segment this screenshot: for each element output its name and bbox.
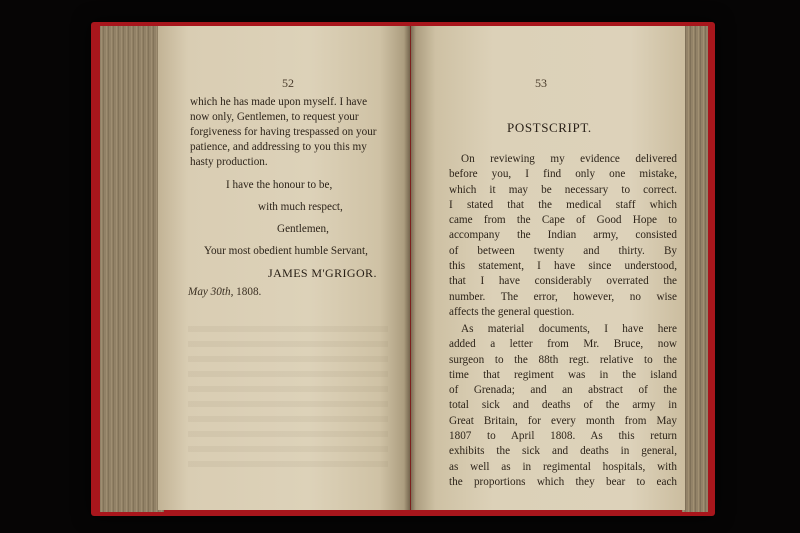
text-line: exhibits the sick and deaths in general, [449, 445, 677, 458]
text-line: which he has made upon myself. I have [190, 96, 368, 108]
text-line: now only, Gentlemen, to request your [190, 111, 359, 123]
closing-honour: I have the honour to be, [226, 179, 333, 191]
page-number-left: 52 [282, 76, 294, 90]
text-line: time that regiment was in the island [449, 368, 677, 381]
page-edges-left [100, 26, 164, 512]
text-line: patience, and addressing to you this my [190, 141, 367, 153]
text-line: Great Britain, for every month from May [449, 414, 677, 427]
text-line: as well as in regimental hospitals, with [449, 460, 677, 473]
text-line: added a letter from Mr. Bruce, now [449, 338, 677, 351]
page-edges-right [682, 26, 708, 512]
text-line: 1807 to April 1808. As this return [449, 430, 677, 443]
book-gutter [404, 26, 416, 510]
right-page [411, 26, 685, 510]
text-line: the proportions which they bear to each [449, 475, 677, 488]
text-line: this statement, I have since understood, [449, 260, 677, 273]
signature: JAMES M'GRIGOR. [268, 266, 377, 280]
page-number-right: 53 [535, 76, 547, 90]
date-year: 1808. [236, 286, 262, 298]
date-italic: May 30th, [188, 286, 234, 298]
text-line: affects the general question. [449, 305, 575, 318]
bleed-through-texture [188, 326, 388, 476]
text-line: forgiveness for having trespassed on your [190, 126, 377, 138]
text-line: of between twenty and thirty. By [449, 244, 677, 257]
text-line: total sick and deaths of the army in [449, 399, 677, 412]
postscript-heading: POSTSCRIPT. [507, 120, 592, 135]
text-line: accompany the Indian army, consisted [449, 229, 677, 242]
closing-gentlemen: Gentlemen, [277, 223, 329, 235]
closing-servant: Your most obedient humble Servant, [204, 245, 368, 257]
text-line: hasty production. [190, 156, 268, 168]
left-page [158, 26, 410, 510]
closing-respect: with much respect, [258, 201, 343, 213]
paragraph-2 [449, 322, 677, 490]
text-line: On reviewing my evidence delivered [461, 153, 677, 165]
text-line: came from the Cape of Good Hope to [449, 214, 677, 227]
text-line: before you, I find only one mistake, [449, 168, 677, 181]
text-line: As material documents, I have here [461, 323, 677, 335]
text-line: of Grenada; and an abstract of the [449, 384, 677, 397]
text-line: that I have considerably overrated the [449, 275, 677, 288]
date-line [188, 286, 261, 298]
text-line: which it may be necessary to correct. [449, 183, 677, 196]
paragraph-1 [449, 152, 677, 320]
text-line: I stated that the medical staff which [449, 198, 677, 211]
text-line: number. The error, however, no wise [449, 290, 677, 303]
text-line: surgeon to the 88th regt. relative to the [449, 353, 677, 366]
